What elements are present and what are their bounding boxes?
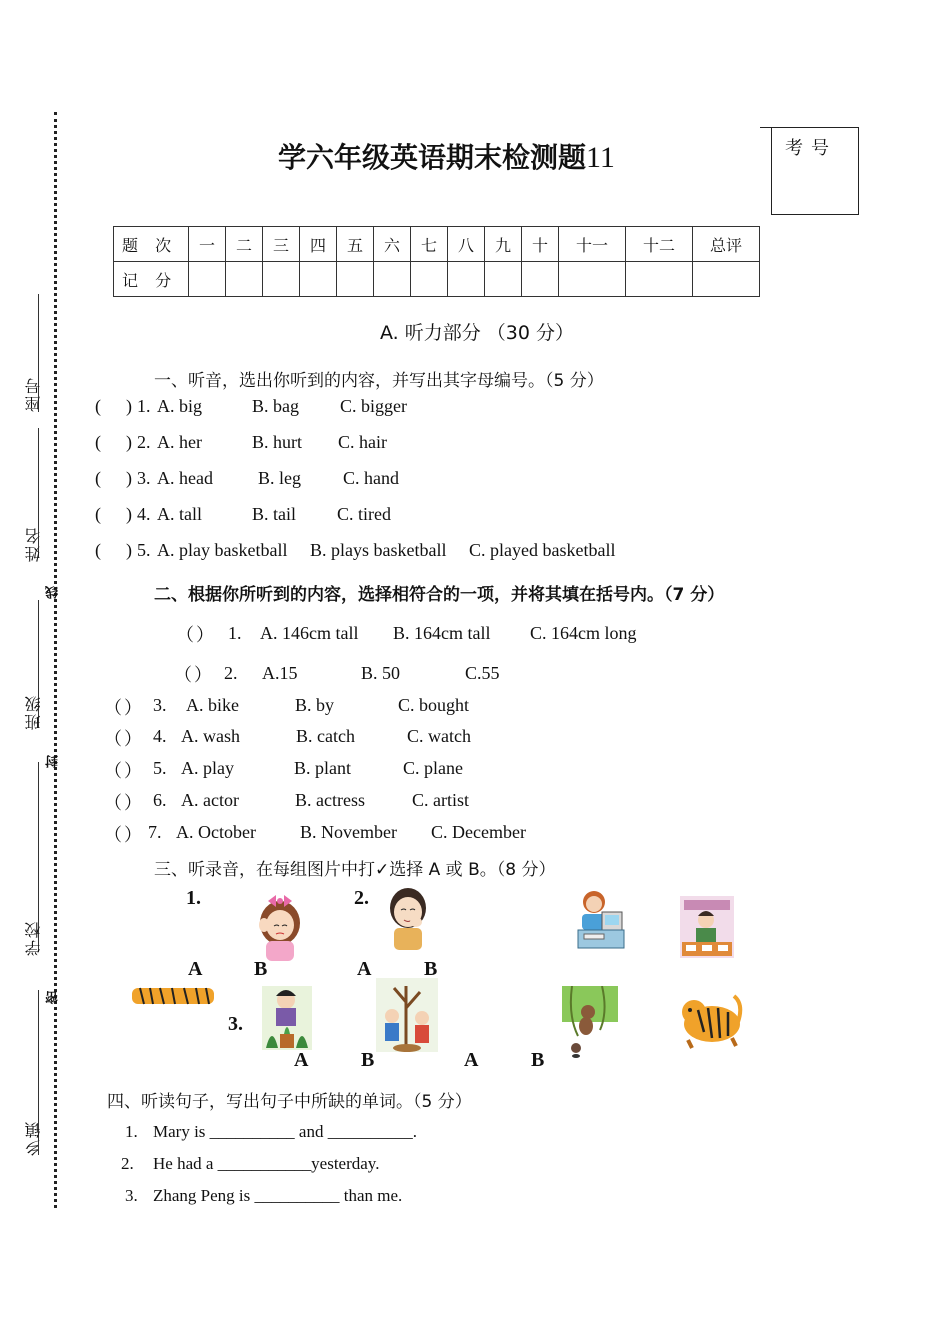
answer-paren-open: （ [176,625,194,646]
group-number: 1. [186,887,201,909]
score-table-header-row [114,227,760,262]
score-table-score-row [114,262,760,297]
question-number: 3. [153,695,167,715]
choice-label: A [188,958,203,980]
score-cell[interactable] [337,262,374,297]
score-cell[interactable] [693,262,760,297]
option-c: C. played basketball [469,540,616,560]
score-cell[interactable] [522,262,559,297]
option-a: A. bike [186,695,239,715]
margin-mark-secret: 密 [46,991,61,1004]
option-b: B. hurt [252,432,303,452]
school-label: 学校 [24,920,43,956]
answer-paren-close[interactable]: ） [124,698,142,719]
computer-user-picture[interactable] [574,884,626,960]
fill-in-sentence[interactable]: Mary is __________ and __________. [153,1122,417,1141]
score-header-cell: 总评 [693,227,760,262]
score-header-cell: 八 [448,227,485,262]
score-row-label: 记 分 [114,262,189,297]
fill-in-sentence[interactable]: He had a ___________yesterday. [153,1154,380,1173]
answer-paren-close[interactable]: ) [126,432,132,452]
score-cell[interactable] [189,262,226,297]
option-c: C. hand [343,468,399,488]
question-number: 2. [137,432,151,452]
answer-paren-close[interactable]: ） [124,793,142,814]
option-b: B. by [295,695,335,715]
tiger-strip-picture [132,984,216,1006]
question-number: 4. [137,504,151,524]
class-label: 班级 [24,694,43,730]
girl-headache-picture[interactable] [254,893,306,961]
option-a: A.15 [262,663,298,683]
option-a: A. tall [157,504,202,524]
binding-dotted-line [54,112,57,1208]
answer-paren-close[interactable]: ) [126,540,132,560]
option-c: C. hair [338,432,387,452]
question-number: 1. [137,396,151,416]
section-4-title: 四、听读句子，写出句子中所缺的单词。（5 分） [107,1092,472,1112]
option-c: C. December [431,822,526,842]
option-c: C. artist [412,790,469,810]
score-cell[interactable] [226,262,263,297]
score-cell[interactable] [263,262,300,297]
score-header-cell: 一 [189,227,226,262]
option-c: C. bought [398,695,470,715]
question-number: 1. [125,1122,138,1141]
shop-counter-picture[interactable] [680,896,734,958]
option-c: C.55 [465,663,500,683]
choice-label: B [254,958,268,980]
option-b: B. 164cm tall [393,623,491,643]
question-number: 2. [121,1154,134,1173]
answer-paren-close[interactable]: ） [124,729,142,750]
answer-paren-close[interactable]: ) [126,504,132,524]
monkey-picture[interactable] [562,986,618,1058]
score-header-cell: 题 次 [114,227,189,262]
choice-label: B [424,958,438,980]
answer-paren-open: （ [174,665,192,686]
option-a: A. big [157,396,202,416]
option-b: B. leg [258,468,301,488]
score-header-cell: 七 [411,227,448,262]
score-header-cell: 六 [374,227,411,262]
answer-paren-open: ( [95,396,101,416]
question-number: 2. [224,663,238,683]
exam-number-label: 考号 [785,138,837,159]
question-number: 7. [148,822,162,842]
question-number: 6. [153,790,167,810]
answer-paren-close[interactable]: ） [194,665,212,686]
choice-label: B [531,1049,545,1071]
page-title [278,136,615,176]
answer-paren-open: （ [104,825,122,846]
part-a-heading: A. 听力部分 （30 分） [380,322,574,344]
score-header-cell: 十二 [626,227,693,262]
answer-paren-close[interactable]: ) [126,468,132,488]
score-table [113,226,760,297]
option-b: B. 50 [361,663,401,683]
answer-paren-close[interactable]: ） [196,625,214,646]
option-b: B. actress [295,790,365,810]
answer-paren-open: ( [95,432,101,452]
tiger-picture[interactable] [678,992,744,1050]
gardener-picture[interactable] [262,986,312,1050]
option-b: B. plant [294,758,351,778]
score-header-cell: 九 [485,227,522,262]
score-cell[interactable] [300,262,337,297]
question-number: 1. [228,623,242,643]
score-header-cell: 三 [263,227,300,262]
answer-paren-open: （ [104,793,122,814]
option-a: A. play [181,758,234,778]
margin-mark-seal: 封 [46,755,61,768]
score-header-cell: 四 [300,227,337,262]
option-c: C. 164cm long [530,623,637,643]
margin-mark-line: 线 [46,586,61,599]
seat-number-label: 座号 [24,376,43,412]
option-b: B. bag [252,396,299,416]
question-number: 4. [153,726,167,746]
option-b: B. tail [252,504,296,524]
boy-toothache-picture[interactable] [386,884,430,950]
answer-paren-close[interactable]: ） [124,825,142,846]
score-cell[interactable] [374,262,411,297]
town-label: 乡镇 [24,1120,43,1156]
score-cell[interactable] [411,262,448,297]
score-header-cell: 十一 [559,227,626,262]
fill-in-sentence[interactable]: Zhang Peng is __________ than me. [153,1186,403,1205]
planting-tree-picture[interactable] [376,978,438,1052]
answer-paren-open: ( [95,468,101,488]
option-a: A. 146cm tall [260,623,359,643]
choice-label: A [357,958,372,980]
option-c: C. tired [337,504,391,524]
answer-paren-open: ( [95,504,101,524]
score-cell[interactable] [448,262,485,297]
score-header-cell: 二 [226,227,263,262]
section-1-title: 一、听音，选出你听到的内容，并写出其字母编号。（5 分） [154,371,604,391]
score-cell[interactable] [485,262,522,297]
score-header-cell: 十 [522,227,559,262]
score-cell[interactable] [559,262,626,297]
question-number: 5. [153,758,167,778]
question-number: 3. [137,468,151,488]
answer-paren-open: （ [104,761,122,782]
option-c: C. plane [403,758,463,778]
choice-label: A [294,1049,309,1071]
group-number: 2. [354,887,369,909]
option-c: C. watch [407,726,471,746]
name-label: 姓名 [24,526,43,562]
option-b: B. plays basketball [310,540,447,560]
answer-paren-open: （ [104,698,122,719]
choice-label: B [361,1049,375,1071]
option-a: A. actor [181,790,239,810]
option-a: A. play basketball [157,540,288,560]
question-number: 3. [125,1186,138,1205]
exam-number-box[interactable] [771,127,859,215]
option-c: C. bigger [340,396,407,416]
option-a: A. her [157,432,202,452]
score-cell[interactable] [626,262,693,297]
answer-paren-open: （ [104,729,122,750]
title-text: 学六年级英语期末检测题 [278,141,587,174]
answer-paren-close[interactable]: ) [126,396,132,416]
answer-paren-close[interactable]: ） [124,761,142,782]
question-number: 5. [137,540,151,560]
option-a: A. October [176,822,256,842]
choice-label: A [464,1049,479,1071]
group-number: 3. [228,1013,243,1035]
option-a: A. wash [181,726,240,746]
option-a: A. head [157,468,213,488]
score-header-cell: 五 [337,227,374,262]
section-2-title: 二、根据你所听到的内容，选择相符合的一项，并将其填在括号内。（7 分） [154,585,725,605]
option-b: B. November [300,822,397,842]
option-b: B. catch [296,726,355,746]
title-number: 11 [586,141,615,174]
section-3-title: 三、听录音，在每组图片中打✓选择 A 或 B。（8 分） [154,860,556,880]
answer-paren-open: ( [95,540,101,560]
